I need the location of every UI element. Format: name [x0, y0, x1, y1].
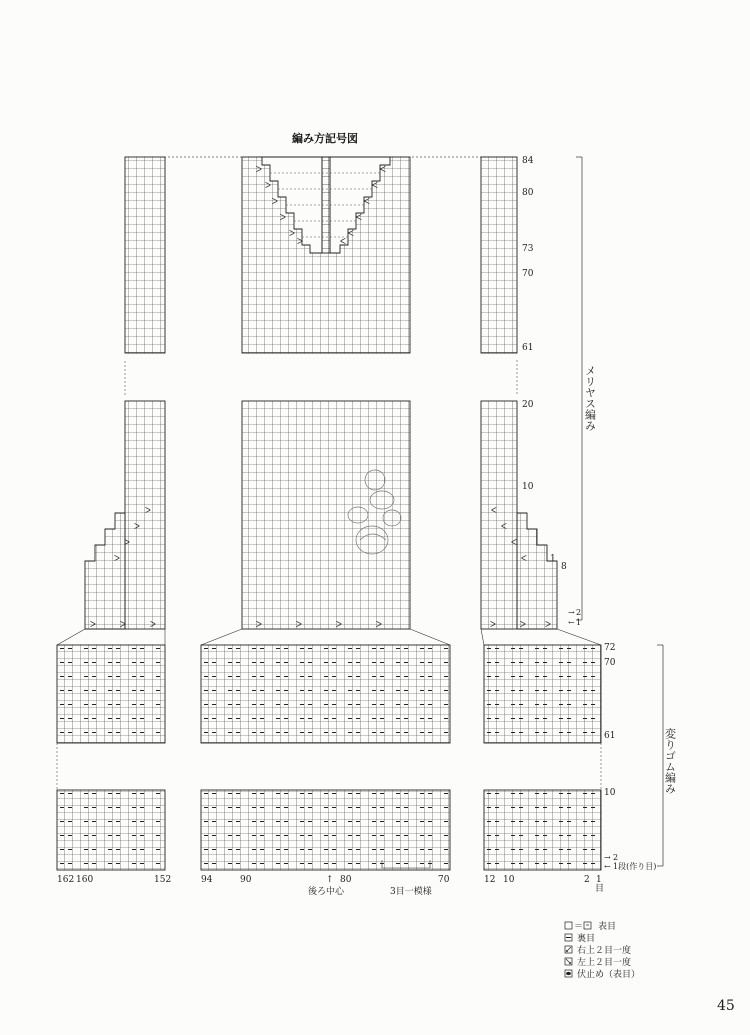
- rib-row-61: 61: [604, 731, 616, 741]
- svg-text:ᐸ: ᐸ: [501, 522, 507, 531]
- row-label-8: 8: [561, 562, 567, 572]
- center-upper-grid: [242, 157, 410, 353]
- svg-text:ᐳ: ᐳ: [145, 506, 151, 515]
- row-label-1: 1: [550, 554, 556, 564]
- stockinette-label: メリヤス編み: [583, 365, 597, 431]
- center-label: 後ろ中心: [308, 887, 345, 897]
- svg-text:ᐳ: ᐳ: [120, 620, 126, 629]
- rib-row-10: 10: [604, 788, 616, 798]
- svg-text:ᐳ: ᐳ: [545, 620, 551, 629]
- col-label-2: 2: [584, 875, 590, 885]
- row-label-80: 80: [522, 188, 534, 198]
- row-label-10: 10: [522, 482, 534, 492]
- row-label-20: 20: [522, 400, 534, 410]
- knit-box-icon: [565, 922, 572, 929]
- svg-text:右上２目一度: 右上２目一度: [577, 946, 632, 956]
- svg-text:ᐳ: ᐳ: [256, 620, 262, 629]
- svg-text:ᐸ: ᐸ: [340, 237, 346, 246]
- svg-text:ᐳ: ᐳ: [256, 165, 262, 174]
- svg-text:→: →: [604, 853, 611, 862]
- svg-text:表目: 表目: [598, 922, 617, 932]
- svg-text:ᐸ: ᐸ: [356, 213, 362, 222]
- svg-text:伏止め（表目）: 伏止め（表目）: [577, 970, 641, 980]
- svg-text:ᐳ: ᐳ: [520, 620, 526, 629]
- col-label-80: 80: [340, 875, 352, 885]
- svg-text:ᐳ: ᐳ: [114, 554, 120, 563]
- svg-text:←: ←: [604, 862, 611, 871]
- svg-text:ᐳ: ᐳ: [336, 620, 342, 629]
- row-label-2-upper: →: [568, 608, 575, 617]
- col-label-unit: 目: [595, 884, 605, 894]
- rib-label: 変りゴム編み: [663, 728, 677, 794]
- col-label-70: 70: [438, 875, 450, 885]
- col-label-90: 90: [240, 875, 252, 885]
- col-label-94: 94: [201, 875, 213, 885]
- row-label-84: 84: [522, 156, 534, 166]
- svg-text:←: ←: [568, 618, 575, 627]
- svg-text:ᐸ: ᐸ: [380, 165, 386, 174]
- svg-text:ᐳ: ᐳ: [134, 522, 140, 531]
- svg-text:ᐳ: ᐳ: [490, 620, 496, 629]
- col-label-162: 162: [57, 875, 75, 885]
- chart-title: 編み方記号図: [292, 132, 358, 145]
- svg-text:ᐸ: ᐸ: [348, 229, 354, 238]
- svg-text:ᐳ: ᐳ: [296, 620, 302, 629]
- svg-text:ᐳ: ᐳ: [265, 181, 271, 190]
- svg-text:ᐸ: ᐸ: [372, 181, 378, 190]
- svg-text:ᐳ: ᐳ: [289, 229, 295, 238]
- transition-lines: [57, 629, 601, 645]
- svg-text:左上２目一度: 左上２目一度: [577, 958, 632, 968]
- svg-text:ᐳ: ᐳ: [124, 538, 130, 547]
- row-label-61: 61: [522, 343, 534, 353]
- svg-text:ᐳ: ᐳ: [280, 213, 286, 222]
- svg-text:ᐸ: ᐸ: [521, 554, 527, 563]
- col-label-12: 12: [484, 875, 496, 885]
- legend: [565, 920, 640, 980]
- rib-row-2: 2: [613, 853, 619, 862]
- svg-text:裏目: 裏目: [577, 934, 596, 944]
- page-number: 45: [717, 998, 735, 1014]
- rib-panels: [57, 645, 601, 870]
- rib-row-70: 70: [604, 658, 616, 668]
- center-arrow-icon: ↑: [326, 875, 334, 885]
- right-upper-grid: [481, 157, 517, 353]
- rib-row-1: 1段(作り目): [613, 862, 657, 871]
- svg-text:ᐳ: ᐳ: [297, 237, 303, 246]
- repeat-label: 3目一模様: [390, 887, 432, 897]
- col-label-10: 10: [503, 875, 515, 885]
- svg-text:ᐳ: ᐳ: [376, 620, 382, 629]
- col-label-1: 1: [596, 875, 602, 885]
- right-lower-grid: [481, 401, 557, 629]
- row-label-73: 73: [522, 244, 534, 254]
- svg-text:＝: ＝: [574, 922, 584, 932]
- left-lower-grid: [85, 401, 165, 629]
- left-upper-grid: [125, 157, 165, 353]
- center-lower-grid: [242, 401, 410, 629]
- svg-text:2: 2: [576, 608, 582, 617]
- svg-text:ᐳ: ᐳ: [90, 620, 96, 629]
- row-label-1-upper: 1: [576, 618, 582, 627]
- col-label-152: 152: [154, 875, 172, 885]
- svg-text:ᐳ: ᐳ: [150, 620, 156, 629]
- svg-text:ᐸ: ᐸ: [364, 197, 370, 206]
- col-label-160: 160: [76, 875, 94, 885]
- svg-text:ᐳ: ᐳ: [272, 197, 278, 206]
- rib-row-72: 72: [604, 643, 616, 653]
- row-label-70: 70: [522, 269, 534, 279]
- svg-text:ᐸ: ᐸ: [511, 538, 517, 547]
- svg-text:ᐸ: ᐸ: [491, 506, 497, 515]
